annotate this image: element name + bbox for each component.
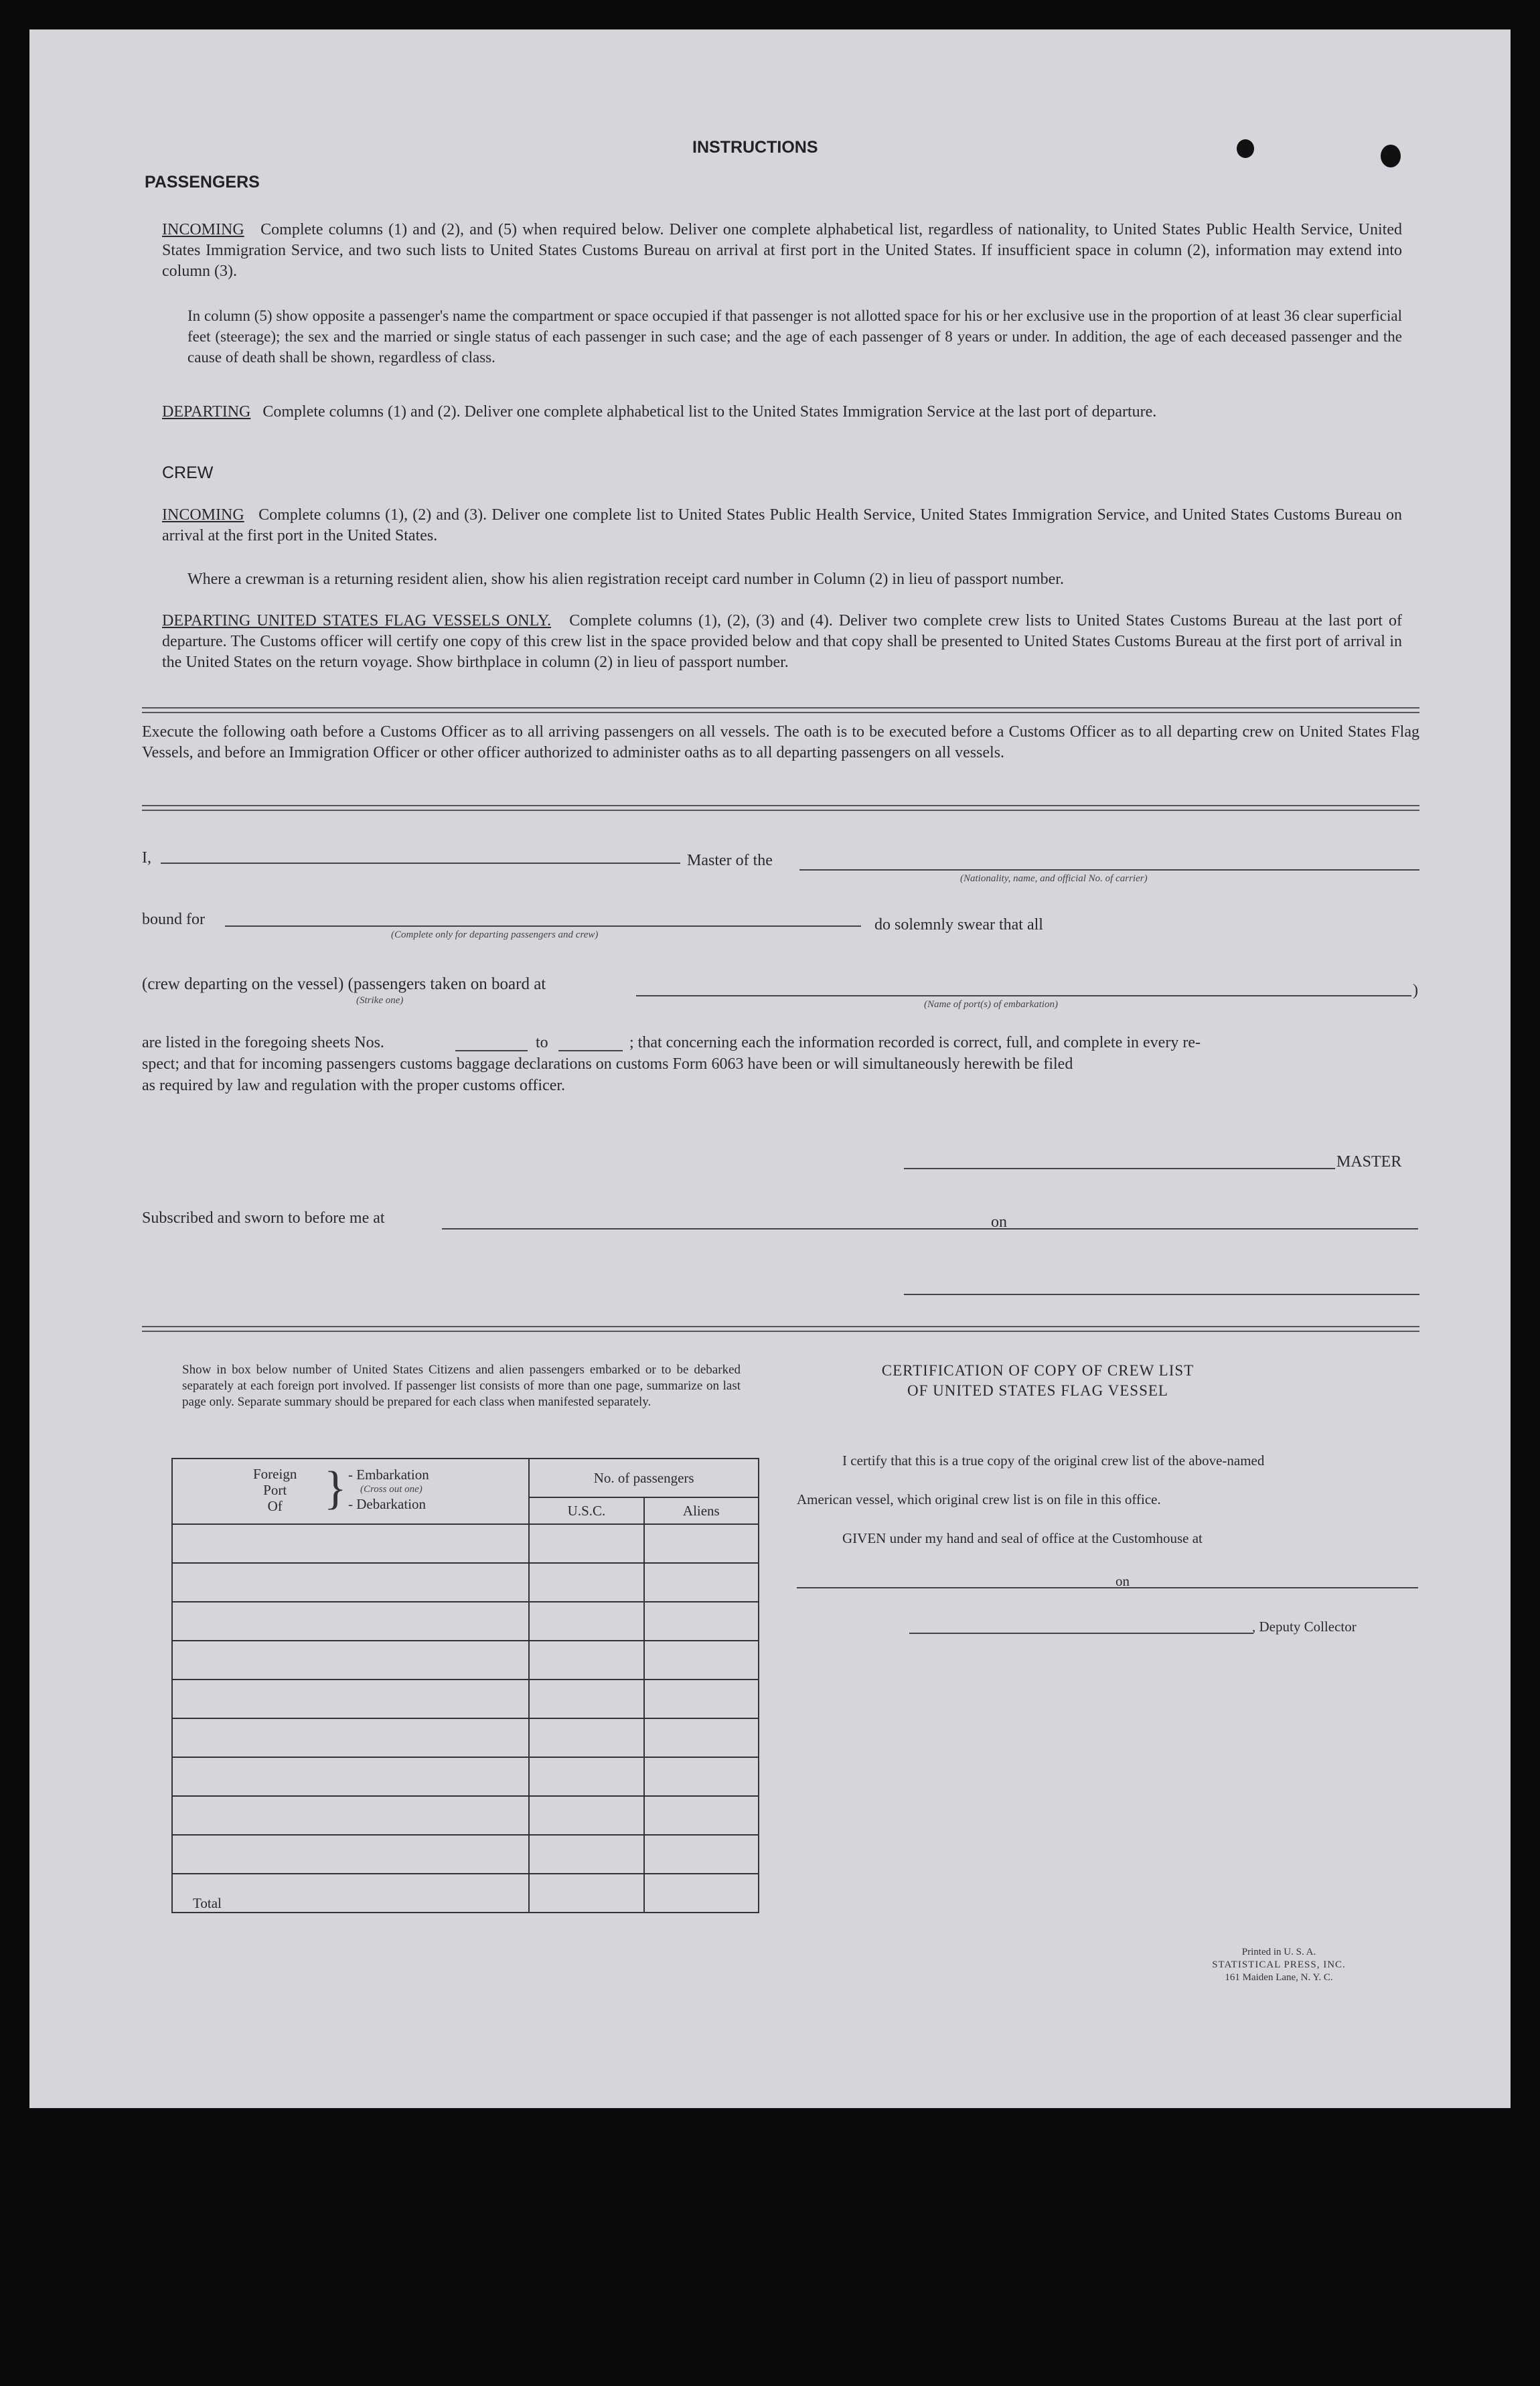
- aliens-cell[interactable]: [644, 1796, 759, 1835]
- usc-cell[interactable]: [529, 1641, 643, 1680]
- port-cell[interactable]: [172, 1602, 529, 1641]
- total-row: [172, 1874, 759, 1913]
- sheets-line-a: are listed in the foregoing sheets Nos.: [142, 1034, 384, 1051]
- sheet-to-field[interactable]: [558, 1050, 623, 1051]
- usc-cell[interactable]: [529, 1602, 643, 1641]
- subscribed-place-field[interactable]: [442, 1228, 1015, 1229]
- table-row: [172, 1641, 759, 1680]
- port-cell[interactable]: [172, 1563, 529, 1602]
- port-cell[interactable]: [172, 1835, 529, 1874]
- passengers-incoming-label: INCOMING: [162, 221, 244, 238]
- usc-cell[interactable]: [529, 1680, 643, 1718]
- aliens-cell[interactable]: [644, 1563, 759, 1602]
- form-sheet: [29, 29, 1511, 2108]
- officer-signature-field[interactable]: [904, 1294, 1419, 1295]
- swear-label: do solemnly swear that all: [874, 916, 1043, 934]
- embarkation-label: - Embarkation: [348, 1467, 429, 1483]
- table-row: [172, 1796, 759, 1835]
- crew-departing-text: Complete columns (1), (2), (3) and (4). Deliver two complete crew lists to United States Customs Bureau at the last port of departure. The Customs officer will certify one copy of this crew list in the space provided below and that copy shall be presented to United States Customs Bureau at the first port of arrival in the United States on the return voyage. Show birthplace in column (2) in lieu of passport number.: [162, 612, 1403, 671]
- crew-departing: [162, 611, 1402, 673]
- aliens-cell[interactable]: [644, 1524, 759, 1563]
- certify-line-3: GIVEN under my hand and seal of office at the Customhouse at: [842, 1530, 1203, 1546]
- table-row: [172, 1835, 759, 1874]
- passengers-incoming-text: Complete columns (1) and (2), and (5) when required below. Deliver one complete alphabetical list, regardless of nationality, to United States Public Health Service, United States Immigration Service, and two such lists to United States Customs Bureau on arrival at first port in the United States. If insufficient space in column (2), information may extend into column (3).: [162, 221, 1403, 280]
- passengers-departing: [162, 402, 1402, 423]
- foreign-label: Foreign: [253, 1466, 297, 1482]
- port-note: (Name of port(s) of embarkation): [924, 999, 1058, 1010]
- bound-for-field[interactable]: [225, 925, 861, 927]
- aliens-cell[interactable]: [644, 1641, 759, 1680]
- sheets-line-c: spect; and that for incoming passengers customs baggage declarations on customs Form 6063 have been or will simultaneously herewith be filed: [142, 1055, 1073, 1073]
- debarkation-label: - Debarkation: [348, 1496, 427, 1512]
- strike-one-note: (Strike one): [356, 995, 404, 1006]
- usc-total-cell[interactable]: [529, 1874, 643, 1913]
- bound-for-label: bound for: [142, 911, 205, 928]
- port-cell[interactable]: [172, 1796, 529, 1835]
- aliens-cell[interactable]: [644, 1757, 759, 1796]
- port-label: Port: [263, 1482, 287, 1498]
- sheet-from-field[interactable]: [455, 1050, 528, 1051]
- port-cell[interactable]: [172, 1641, 529, 1680]
- aliens-cell[interactable]: [644, 1718, 759, 1757]
- deputy-signature-field[interactable]: [909, 1633, 1253, 1634]
- crew-incoming-label: INCOMING: [162, 506, 244, 524]
- passengers-column5: In column (5) show opposite a passenger's name the compartment or space occupied if that passenger is not allotted space for his or her exclusive use in the proportion of at least 36 clear superficial feet (steerage); the sex and the married or single status of each passenger in such case; and the age of each passenger of 8 years or under. In addition, the age of each deceased passenger and the cause of death shall be shown, regardless of class.: [187, 307, 1402, 366]
- divider: [142, 805, 1419, 811]
- close-paren: ): [1413, 982, 1418, 999]
- table-row: [172, 1602, 759, 1641]
- carrier-field[interactable]: [799, 869, 1419, 871]
- certify-line-1: I certify that this is a true copy of the original crew list of the above-named: [842, 1452, 1265, 1469]
- port-cell[interactable]: [172, 1680, 529, 1718]
- subscribed-on-label: on: [991, 1213, 1007, 1231]
- no-passengers-header: No. of passengers: [529, 1459, 759, 1497]
- passengers-departing-label: DEPARTING: [162, 403, 251, 421]
- certification-title-2: OF UNITED STATES FLAG VESSEL: [907, 1382, 1168, 1399]
- usc-cell[interactable]: [529, 1563, 643, 1602]
- usc-cell[interactable]: [529, 1718, 643, 1757]
- crew-incoming-text: Complete columns (1), (2) and (3). Deliver one complete list to United States Public Health Service, United States Immigration Service, and United States Customs Bureau on arrival at the first port in the United States.: [162, 506, 1402, 544]
- divider: [142, 1326, 1419, 1332]
- aliens-cell[interactable]: [644, 1602, 759, 1641]
- customhouse-field[interactable]: [797, 1587, 1142, 1588]
- crew-departing-label: DEPARTING UNITED STATES FLAG VESSELS ONLY.: [162, 612, 552, 629]
- oath-intro: Execute the following oath before a Customs Officer as to all arriving passengers on all vessels. The oath is to be executed before a Customs Officer as to all departing crew on United States Flag Vessels, and before an Immigration Officer or other officer authorized to administer oaths as to all departing passengers on all vessels.: [142, 723, 1419, 761]
- master-label: MASTER: [1336, 1153, 1402, 1171]
- aliens-cell[interactable]: [644, 1835, 759, 1874]
- crew-incoming: [162, 505, 1402, 546]
- crew-heading: CREW: [162, 463, 214, 482]
- passenger-summary-table: [171, 1458, 759, 1913]
- oath-i-label: I,: [142, 849, 151, 867]
- usc-cell[interactable]: [529, 1757, 643, 1796]
- summary-note: Show in box below number of United States Citizens and alien passengers embarked or to be debarked separately at each foreign port involved. If passenger list consists of more than one page, summarize on last page only. Separate summary should be prepared for each class when manifested separately.: [182, 1363, 741, 1409]
- bound-note: (Complete only for departing passengers and crew): [391, 929, 599, 940]
- port-cell[interactable]: [172, 1757, 529, 1796]
- certify-date-field[interactable]: [1138, 1587, 1418, 1588]
- table-row: [172, 1757, 759, 1796]
- master-of-label: Master of the: [687, 852, 773, 869]
- usc-cell[interactable]: [529, 1835, 643, 1874]
- passengers-heading: PASSENGERS: [145, 173, 260, 192]
- table-row: [172, 1563, 759, 1602]
- table-row: [172, 1680, 759, 1718]
- printer-imprint: [1178, 1946, 1379, 1984]
- passengers-incoming: [162, 220, 1402, 282]
- sheets-line-b: ; that concerning each the information recorded is correct, full, and complete in every re-: [629, 1034, 1201, 1051]
- crew-departing-clause: (crew departing on the vessel) (passengers taken on board at: [142, 975, 546, 993]
- sheets-line-d: as required by law and regulation with the proper customs officer.: [142, 1077, 566, 1094]
- aliens-total-cell[interactable]: [644, 1874, 759, 1913]
- printer-line-3: 161 Maiden Lane, N. Y. C.: [1225, 1972, 1333, 1983]
- name-field[interactable]: [161, 863, 680, 864]
- port-cell[interactable]: [172, 1718, 529, 1757]
- carrier-note: (Nationality, name, and official No. of carrier): [960, 873, 1148, 884]
- port-cell[interactable]: [172, 1524, 529, 1563]
- printer-line-2: STATISTICAL PRESS, INC.: [1212, 1959, 1346, 1970]
- ink-blot: [1237, 139, 1254, 158]
- subscribed-date-field[interactable]: [1012, 1228, 1418, 1229]
- usc-header: U.S.C.: [529, 1497, 643, 1524]
- usc-cell[interactable]: [529, 1796, 643, 1835]
- divider: [142, 707, 1419, 713]
- usc-cell[interactable]: [529, 1524, 643, 1563]
- certify-line-2: American vessel, which original crew list is on file in this office.: [797, 1491, 1161, 1507]
- of-label: Of: [267, 1498, 283, 1514]
- aliens-cell[interactable]: [644, 1680, 759, 1718]
- aliens-header: Aliens: [644, 1497, 759, 1524]
- deputy-label: , Deputy Collector: [1252, 1619, 1357, 1635]
- ink-blot: [1381, 145, 1401, 167]
- sheets-to-label: to: [536, 1034, 548, 1051]
- instructions-title: INSTRUCTIONS: [692, 138, 818, 157]
- total-label: Total: [172, 1874, 529, 1913]
- cross-out-note: (Cross out one): [360, 1484, 422, 1495]
- foreign-port-header: Foreign Port Of } - Embarkation (Cross out one) - Debarkation: [172, 1459, 529, 1524]
- passengers-departing-text: Complete columns (1) and (2). Deliver one complete alphabetical list to the United States Immigration Service at the last port of departure.: [262, 403, 1157, 421]
- port-field[interactable]: [636, 995, 1411, 996]
- printer-line-1: Printed in U. S. A.: [1241, 1947, 1316, 1957]
- table-row: [172, 1524, 759, 1563]
- certification-title-1: CERTIFICATION OF COPY OF CREW LIST: [881, 1362, 1195, 1379]
- subscribed-label: Subscribed and sworn to before me at: [142, 1209, 385, 1227]
- crew-resident: Where a crewman is a returning resident alien, show his alien registration receipt card number in Column (2) in lieu of passport number.: [187, 571, 1064, 588]
- certify-on-label: on: [1115, 1573, 1130, 1589]
- master-signature-field[interactable]: [904, 1168, 1335, 1169]
- table-row: [172, 1718, 759, 1757]
